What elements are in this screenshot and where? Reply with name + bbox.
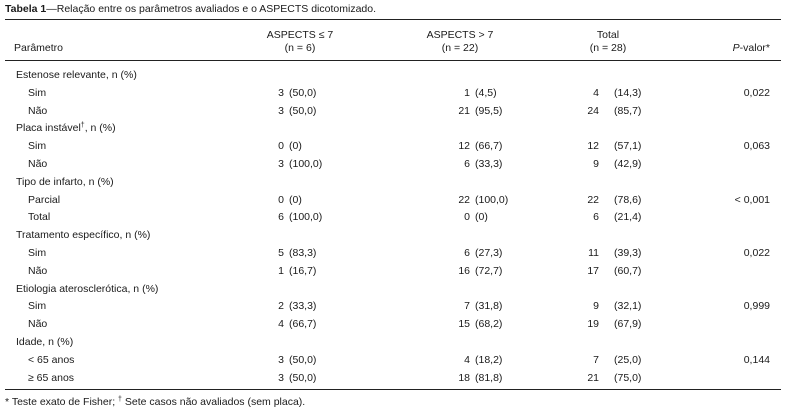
row-label: Não <box>28 158 48 170</box>
header-parameter: Parâmetro <box>14 42 64 54</box>
group-label-text: Idade, n (%) <box>16 336 74 348</box>
col3-count: 21 <box>587 372 599 384</box>
col1-count: 3 <box>278 354 284 366</box>
col3-count: 4 <box>593 87 599 99</box>
header-col1-title: ASPECTS ≤ 7 <box>266 29 334 41</box>
col1-percent: (0) <box>289 140 302 152</box>
col2-count: 12 <box>458 140 470 152</box>
table-caption-label: Tabela 1 <box>5 3 47 15</box>
header-pvalue <box>700 42 770 55</box>
col2-percent: (66,7) <box>475 140 503 152</box>
col3-count: 9 <box>593 300 599 312</box>
col2-count: 18 <box>458 372 470 384</box>
col2-percent: (68,2) <box>475 318 503 330</box>
group-label <box>16 122 116 135</box>
col3-count: 11 <box>588 247 599 259</box>
col2-count: 16 <box>458 265 470 277</box>
row-label: Não <box>28 318 48 330</box>
col1-count: 4 <box>278 318 284 330</box>
col2-count: 6 <box>464 158 470 170</box>
group-label <box>16 283 158 296</box>
group-label-text: Placa instável <box>16 122 81 134</box>
col1-count: 1 <box>278 265 284 277</box>
col1-count: 3 <box>278 87 284 99</box>
col3-percent: (60,7) <box>614 265 642 277</box>
col3-count: 22 <box>587 194 599 206</box>
row-label: Não <box>28 105 48 117</box>
col2-count: 0 <box>464 211 470 223</box>
group-label-text: Etiologia aterosclerótica, n (%) <box>16 283 159 295</box>
col2-count: 22 <box>458 194 470 206</box>
group-label <box>16 176 114 189</box>
col2-percent: (95,5) <box>475 105 503 117</box>
col2-count: 15 <box>458 318 470 330</box>
top-rule <box>5 19 781 20</box>
col3-percent: (67,9) <box>614 318 642 330</box>
group-label <box>16 336 73 349</box>
group-label-text: Tipo de infarto, n (%) <box>16 176 114 188</box>
col3-percent: (32,1) <box>614 300 642 312</box>
bottom-rule <box>5 389 781 390</box>
col3-count: 6 <box>593 211 599 223</box>
col2-percent: (33,3) <box>475 158 503 170</box>
col1-percent: (16,7) <box>289 265 317 277</box>
footnote-part1: * Teste exato de Fisher; <box>5 396 119 408</box>
col1-percent: (50,0) <box>289 87 317 99</box>
group-label <box>16 69 137 82</box>
p-value: 0,144 <box>743 354 770 366</box>
col1-percent: (100,0) <box>289 211 323 223</box>
table-caption <box>5 3 376 15</box>
group-label-text: Estenose relevante, n (%) <box>16 69 137 81</box>
row-label: Sim <box>28 247 47 259</box>
col1-percent: (66,7) <box>289 318 317 330</box>
row-label: Sim <box>28 87 47 99</box>
group-label-text: Tratamento específico, n (%) <box>16 229 151 241</box>
col1-count: 3 <box>278 158 284 170</box>
group-label-tail: , n (%) <box>84 122 116 134</box>
col1-percent: (33,3) <box>289 300 317 312</box>
col3-count: 9 <box>593 158 599 170</box>
col3-percent: (78,6) <box>614 194 642 206</box>
col3-count: 12 <box>587 140 599 152</box>
col2-count: 1 <box>464 87 470 99</box>
col3-percent: (57,1) <box>614 140 642 152</box>
col3-percent: (39,3) <box>614 247 642 259</box>
col1-count: 0 <box>278 140 284 152</box>
col1-percent: (0) <box>289 194 302 206</box>
col2-percent: (27,3) <box>475 247 503 259</box>
col1-count: 3 <box>278 105 284 117</box>
header-col2-title: ASPECTS > 7 <box>426 29 494 41</box>
col3-percent: (85,7) <box>614 105 642 117</box>
col2-percent: (100,0) <box>475 194 509 206</box>
col2-count: 6 <box>464 247 470 259</box>
col3-percent: (25,0) <box>614 354 642 366</box>
col2-count: 21 <box>458 105 470 117</box>
header-col3-n: (n = 28) <box>589 42 627 54</box>
footnote-part2: Sete casos não avaliados (sem placa). <box>121 396 306 408</box>
col2-percent: (4,5) <box>475 87 497 99</box>
col1-count: 0 <box>278 194 284 206</box>
col3-count: 24 <box>587 105 599 117</box>
row-label: Não <box>28 265 48 277</box>
group-label <box>16 229 150 242</box>
row-label: Total <box>28 211 51 223</box>
col1-count: 5 <box>278 247 284 259</box>
row-label: Sim <box>28 300 47 312</box>
col3-percent: (14,3) <box>614 87 642 99</box>
header-rule <box>5 60 781 61</box>
row-label: Parcial <box>28 194 61 206</box>
col1-percent: (50,0) <box>289 354 317 366</box>
row-label: ≥ 65 anos <box>28 372 75 384</box>
p-value: 0,022 <box>743 87 770 99</box>
col1-count: 2 <box>278 300 284 312</box>
col1-percent: (100,0) <box>289 158 323 170</box>
col2-percent: (18,2) <box>475 354 503 366</box>
col2-count: 7 <box>464 300 470 312</box>
p-value: < 0,001 <box>734 194 770 206</box>
col2-percent: (81,8) <box>475 372 503 384</box>
p-value: 0,022 <box>743 247 770 259</box>
col3-percent: (42,9) <box>614 158 642 170</box>
col1-count: 3 <box>278 372 284 384</box>
p-value: 0,063 <box>743 140 770 152</box>
header-pvalue-rest: -valor* <box>739 42 770 54</box>
col2-percent: (0) <box>475 211 488 223</box>
col2-percent: (31,8) <box>475 300 503 312</box>
col3-percent: (21,4) <box>614 211 642 223</box>
col2-percent: (72,7) <box>475 265 503 277</box>
col1-percent: (83,3) <box>289 247 317 259</box>
col3-count: 19 <box>587 318 599 330</box>
header-col3-title: Total <box>596 29 620 41</box>
col1-count: 6 <box>278 211 284 223</box>
col3-count: 7 <box>593 354 599 366</box>
col1-percent: (50,0) <box>289 372 317 384</box>
col2-count: 4 <box>464 354 470 366</box>
p-value: 0,999 <box>743 300 770 312</box>
header-pvalue-italic: P <box>732 42 740 54</box>
row-label: < 65 anos <box>28 354 75 366</box>
header-col1-n: (n = 6) <box>284 42 316 54</box>
header-col2-n: (n = 22) <box>441 42 479 54</box>
col3-percent: (75,0) <box>614 372 642 384</box>
row-label: Sim <box>28 140 47 152</box>
table-footnote <box>5 396 305 408</box>
footnote-dagger: † <box>118 396 122 403</box>
group-label-dagger: † <box>80 122 85 129</box>
col3-count: 17 <box>587 265 599 277</box>
col1-percent: (50,0) <box>289 105 317 117</box>
table-caption-text: —Relação entre os parâmetros avaliados e o ASPECTS dicotomizado. <box>46 3 377 15</box>
